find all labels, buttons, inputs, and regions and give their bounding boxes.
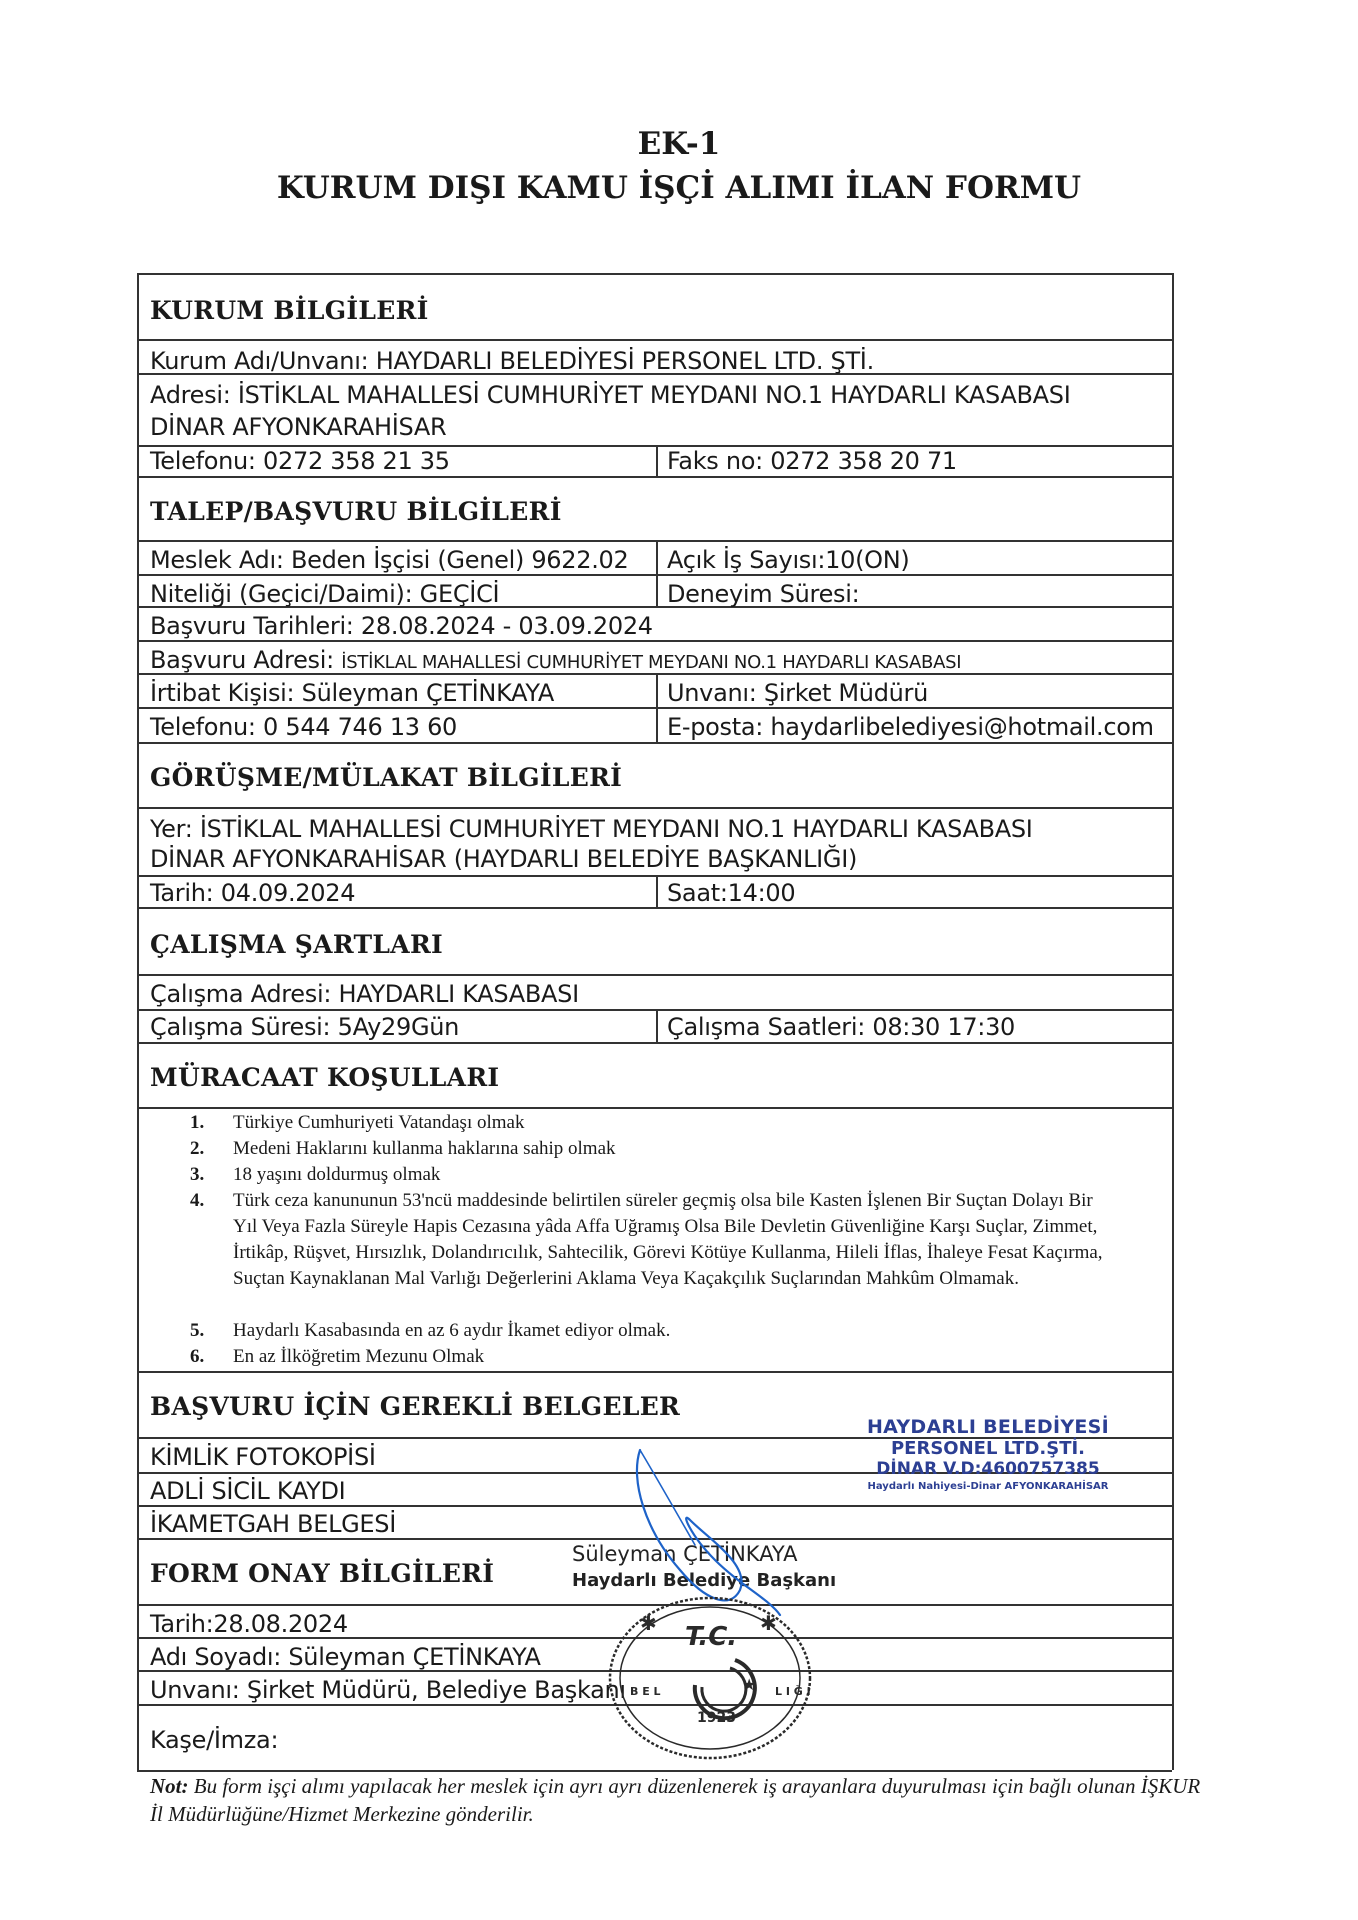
column-divider: [656, 673, 658, 742]
signatory-name: Süleyman ÇETİNKAYA: [572, 1542, 798, 1566]
calisma-saatleri: Çalışma Saatleri: 08:30 17:30: [667, 1013, 1016, 1041]
item-text: Haydarlı Kasabasında en az 6 aydır İkamet ediyor olmak.: [233, 1320, 671, 1341]
table-line: [137, 273, 1172, 275]
svg-text:✱: ✱: [760, 1611, 777, 1635]
basvuru-adresi-value: İSTİKLAL MAHALLESİ CUMHURİYET MEYDANI NO.1 HAYDARLI KASABASI: [341, 652, 962, 673]
svg-text:L I Ğ I: L I Ğ I: [775, 1685, 811, 1698]
section-heading-kurum: KURUM BİLGİLERİ: [150, 296, 429, 325]
calisma-adresi: Çalışma Adresi: HAYDARLI KASABASI: [150, 980, 579, 1008]
form-title: KURUM DIŞI KAMU İŞÇİ ALIMI İLAN FORMU: [276, 170, 1082, 206]
table-line: [137, 339, 1172, 341]
stamp-line3: DİNAR V.D:4600757385: [876, 1459, 1100, 1479]
section-heading-onay: FORM ONAY BİLGİLERİ: [150, 1559, 495, 1588]
item-text: Medeni Haklarını kullanma haklarına sahip olmak: [233, 1138, 616, 1159]
table-line: [137, 907, 1172, 909]
svg-text:B E L: B E L: [630, 1685, 661, 1698]
item-text: Türk ceza kanununun 53'ncü maddesinde belirtilen süreler geçmiş olsa bile Kasten İşlenen Bir Suçtan Dolayı Bir Yıl Veya Fazla Süreyle Hapis Cezasına yâda Affa Uğramış Olsa Bile Devletin Güvenliğine Karşı Suçlar, Zimmet, İrtikâp, Rüşvet, Hırsızlık, Dolandırıcılık, Sahtecilik, Görevi Kötüye Kullanma, Hileli İflas, İhaleye Fesat Kaçırma, Suçtan Kaynaklanan Mal Varlığı Değerlerini Aklama Veya Kaçakçılık Suçlarından Mahkûm Olmamak.: [233, 1190, 1103, 1289]
item-number: 5.: [190, 1320, 205, 1341]
onay-unvani: Unvanı: Şirket Müdürü, Belediye Başkanı: [150, 1676, 626, 1704]
irtibat-unvani: Unvanı: Şirket Müdürü: [667, 679, 929, 707]
table-line: [137, 1371, 1172, 1373]
item-number: 3.: [190, 1164, 205, 1185]
signatory-title: Haydarlı Belediye Başkanı: [572, 1570, 837, 1591]
calisma-suresi: Çalışma Süresi: 5Ay29Gün: [150, 1013, 460, 1041]
column-divider: [656, 1009, 658, 1042]
section-heading-muracaat: MÜRACAAT KOŞULLARI: [150, 1063, 500, 1092]
onay-tarih: Tarih:28.08.2024: [150, 1610, 348, 1638]
belge-item: İKAMETGAH BELGESİ: [150, 1510, 397, 1538]
table-line: [137, 974, 1172, 976]
item-text: En az İlköğretim Mezunu Olmak: [233, 1346, 485, 1367]
niteligi: Niteliği (Geçici/Daimi): GEÇİCİ: [150, 580, 500, 608]
irtibat-eposta: E-posta: haydarlibelediyesi@hotmail.com: [667, 713, 1154, 741]
note-label: Not:: [150, 1774, 189, 1798]
section-heading-calisma: ÇALIŞMA ŞARTLARI: [150, 930, 444, 959]
belge-item: KİMLİK FOTOKOPİSİ: [150, 1443, 376, 1471]
item-number: 2.: [190, 1138, 205, 1159]
table-line: [137, 1042, 1172, 1044]
svg-text:★: ★: [742, 1675, 757, 1694]
form-code: EK-1: [637, 126, 721, 162]
irtibat-kisisi: İrtibat Kişisi: Süleyman ÇETİNKAYA: [150, 679, 554, 707]
gorusme-yer-line1: Yer: İSTİKLAL MAHALLESİ CUMHURİYET MEYDANI NO.1 HAYDARLI KASABASI: [150, 815, 1033, 843]
table-line: [137, 807, 1172, 809]
table-line: [137, 574, 1172, 576]
section-heading-belgeler: BAŞVURU İÇİN GEREKLİ BELGELER: [150, 1392, 681, 1421]
table-line: [137, 1009, 1172, 1011]
item-text: 18 yaşını doldurmuş olmak: [233, 1164, 441, 1185]
basvuru-tarihleri: Başvuru Tarihleri: 28.08.2024 - 03.09.2024: [150, 612, 653, 640]
kurum-adres-line2: DİNAR AFYONKARAHİSAR: [150, 413, 447, 441]
kurum-faks: Faks no: 0272 358 20 71: [667, 447, 957, 475]
column-divider: [656, 540, 658, 606]
table-line: [137, 707, 1172, 709]
table-line: [137, 742, 1172, 744]
meslek-adi: Meslek Adı: Beden İşçisi (Genel) 9622.02: [150, 546, 629, 574]
table-line: [137, 875, 1172, 877]
kurum-adres-line1: Adresi: İSTİKLAL MAHALLESİ CUMHURİYET MEYDANI NO.1 HAYDARLI KASABASI: [150, 381, 1071, 409]
irtibat-telefonu: Telefonu: 0 544 746 13 60: [150, 713, 458, 741]
stamp-line1: HAYDARLI BELEDİYESİ: [866, 1416, 1110, 1438]
basvuru-adresi: [150, 646, 961, 674]
stamp-line4: Haydarlı Nahiyesi-Dinar AFYONKARAHİSAR: [867, 1481, 1109, 1492]
svg-text:✱: ✱: [640, 1611, 657, 1635]
municipality-seal: [600, 1590, 820, 1770]
table-line: [137, 1107, 1172, 1109]
section-heading-talep: TALEP/BAŞVURU BİLGİLERİ: [150, 497, 562, 526]
note-text: Bu form işçi alımı yapılacak her meslek için ayrı ayrı düzenlenerek iş arayanlara duyurulması için bağlı olunan İŞKUR İl Müdürlüğüne/Hizmet Merkezine gönderilir.: [150, 1774, 1201, 1826]
item-number: 1.: [190, 1112, 205, 1133]
onay-kase-imza: Kaşe/İmza:: [150, 1726, 279, 1754]
table-line: [137, 540, 1172, 542]
belge-item: ADLİ SİCİL KAYDI: [150, 1477, 346, 1505]
column-divider: [656, 445, 658, 476]
company-stamp: [838, 1417, 1138, 1494]
svg-text:1923: 1923: [697, 1710, 736, 1726]
item-number: 4.: [190, 1190, 205, 1211]
basvuru-adresi-label: Başvuru Adresi:: [150, 646, 334, 674]
column-divider: [656, 875, 658, 907]
deneyim-suresi: Deneyim Süresi:: [667, 580, 860, 608]
stamp-line2: PERSONEL LTD.ŞTİ.: [890, 1438, 1086, 1459]
gorusme-saat: Saat:14:00: [667, 879, 796, 907]
svg-text:T.C.: T.C.: [685, 1622, 738, 1652]
item-number: 6.: [190, 1346, 205, 1367]
table-line: [137, 640, 1172, 642]
onay-adi-soyadi: Adı Soyadı: Süleyman ÇETİNKAYA: [150, 1643, 541, 1671]
section-heading-gorusme: GÖRÜŞME/MÜLAKAT BİLGİLERİ: [150, 763, 623, 792]
gorusme-tarih: Tarih: 04.09.2024: [150, 879, 356, 907]
kurum-telefon: Telefonu: 0272 358 21 35: [150, 447, 450, 475]
footer-note: [150, 1772, 1210, 1828]
kurum-adi: Kurum Adı/Unvanı: HAYDARLI BELEDİYESİ PERSONEL LTD. ŞTİ.: [150, 347, 874, 375]
acik-is-sayisi: Açık İş Sayısı:10(ON): [667, 546, 910, 574]
item-text: Türkiye Cumhuriyeti Vatandaşı olmak: [233, 1112, 525, 1133]
table-line: [137, 476, 1172, 478]
gorusme-yer-line2: DİNAR AFYONKARAHİSAR (HAYDARLI BELEDİYE BAŞKANLIĞI): [150, 845, 858, 873]
